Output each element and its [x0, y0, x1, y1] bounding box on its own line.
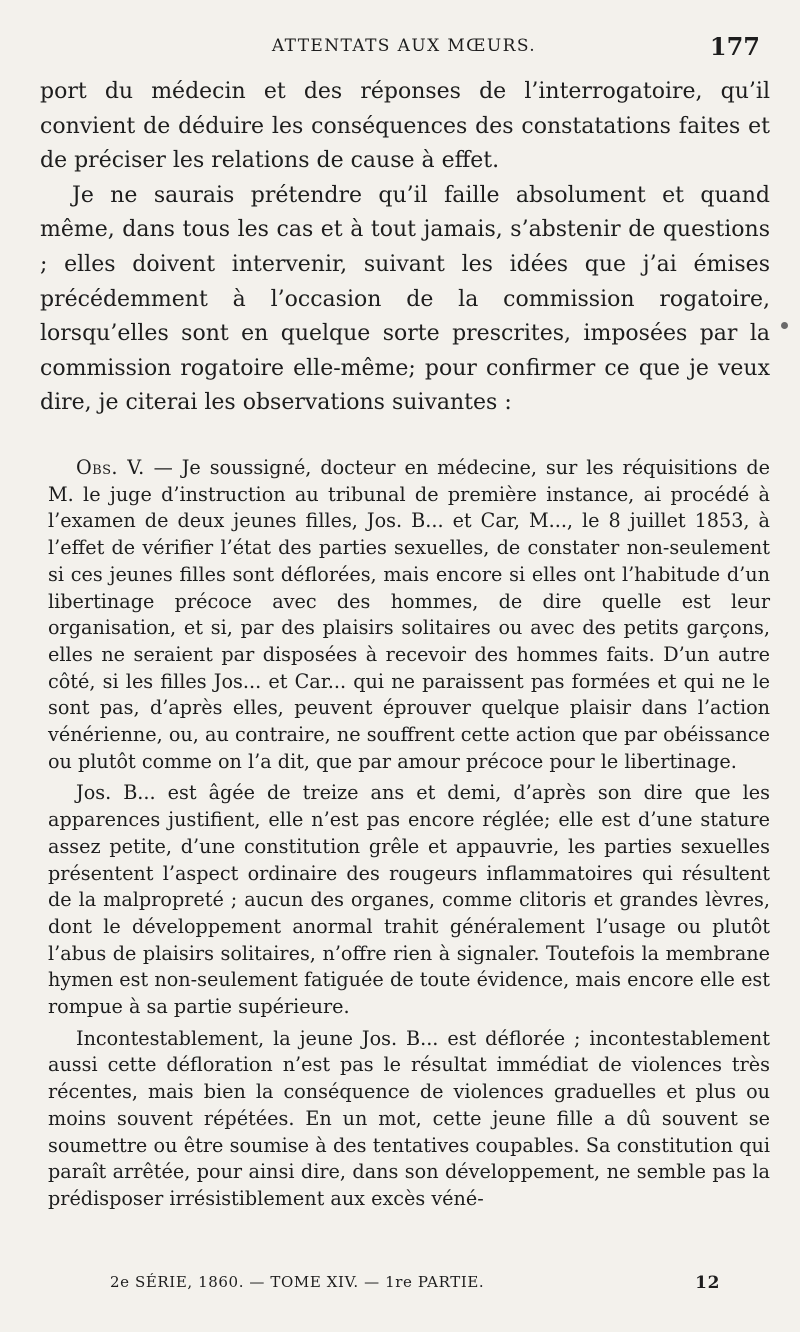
- running-head-title: ATTENTATS AUX MŒURS.: [271, 36, 537, 56]
- observation-v: [48, 455, 770, 1213]
- observation-paragraph-conclusion: Incontestablement, la jeune Jos. B... est déflorée ; incontestablement aussi cette défloration n’est pas le résultat immédiat de violences très récentes, mais bien la conséquence de violences graduelles et plus ou moins souvent répétées. En un mot, cette jeune fille a dû souvent se soumettre ou être soumise à des tentatives coupables. Sa constitution qui paraît arrêtée, pour ainsi dire, dans son développement, ne semble pas la prédisposer irrésistiblement aux excès véné-: [48, 1026, 770, 1210]
- paragraph-questions: Je ne saurais prétendre qu’il faille absolument et quand même, dans tous les cas et à tout jamais, s’abstenir de questions ; elles doivent intervenir, suivant les idées que j’ai émises précédemment à l’occasion de la commission rogatoire, lorsqu’elles sont en quelque sorte prescrites, imposées par la commission rogatoire elle-même; pour confirmer ce que je veux dire, je citerai les observations suivantes :: [40, 182, 770, 416]
- main-text: [40, 75, 770, 421]
- page-number: 177: [709, 32, 760, 61]
- observation-paragraph-requisition: [48, 455, 770, 775]
- observation-requisition-text: — Je soussigné, docteur en médecine, sur les réquisitions de M. le juge d’instruction au tribunal de première instance, ai procédé à l’examen de deux jeunes filles, Jos. B... et Car, M..., le 8 juillet 1853, à l’effet de vérifier l’état des parties sexuelles, de constater non-seulement si ces jeunes filles sont déflorées, mais encore si elles ont l’habitude d’un libertinage précoce avec des hommes, de dire quelle est leur organisation, et si, par des plaisirs solitaires ou avec des petits garçons, elles ne seraient par disposées à recevoir des hommes faits. D’un autre côté, si les filles Jos... et Car... qui ne paraissent pas formées et qui ne le sont pas, d’après elles, peuvent éprouver quelque plaisir dans l’action vénérienne, ou, au contraire, ne souffrent cette action que par obéissance ou plutôt comme on l’a dit, que par amour précoce pour le libertinage.: [48, 456, 770, 773]
- observation-paragraph-examination: Jos. B... est âgée de treize ans et demi, d’après son dire que les apparences justifient, elle n’est pas encore réglée; elle est d’une stature assez petite, d’une constitution grêle et appauvrie, les parties sexuelles présentent l’aspect ordinaire des rougeurs inflammatoires qui résultent de la malpropreté ; aucun des organes, comme clitoris et grandes lèvres, dont le développement anormal trahit généralement l’usage ou plutôt l’abus de plaisirs solitaires, n’offre rien à signaler. Toutefois la membrane hymen est non-seulement fatiguée de toute évidence, mais encore elle est rompue à sa partie supérieure.: [48, 781, 770, 1019]
- running-head: [40, 28, 768, 68]
- paragraph-continuation: port du médecin et des réponses de l’interrogatoire, qu’il convient de déduire les conséquences des constatations faites et de préciser les relations de cause à effet.: [40, 79, 770, 174]
- observation-heading: Obs. V.: [76, 456, 145, 479]
- signature-footer: [110, 1273, 720, 1303]
- ink-spot: [781, 322, 788, 329]
- signature-number: 12: [695, 1273, 720, 1293]
- signature-line: 2e SÉRIE, 1860. — TOME XIV. — 1re PARTIE.: [110, 1273, 485, 1291]
